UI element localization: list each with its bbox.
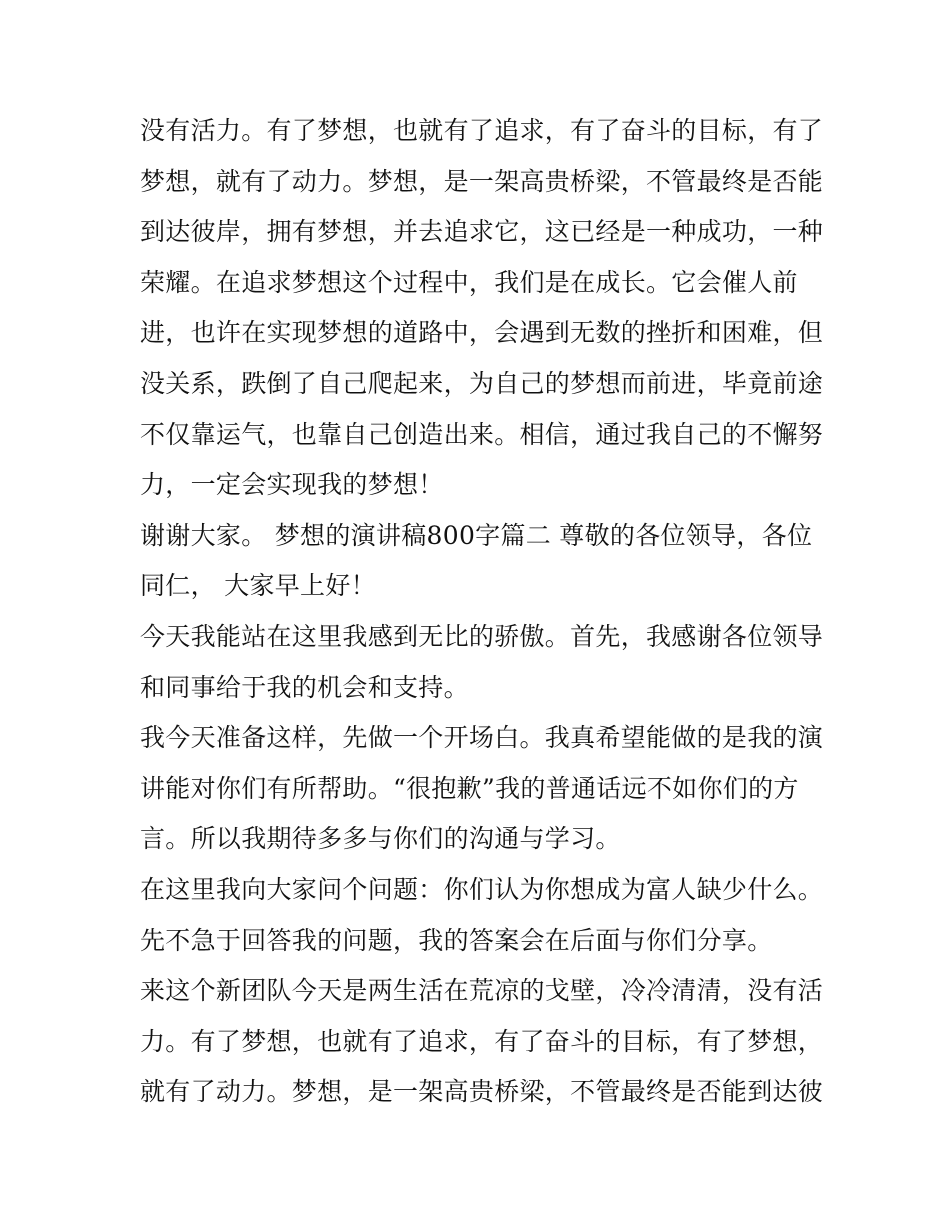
text-line-18: 来这个新团队今天是两生活在荒凉的戈壁，冷冷清清，没有活 xyxy=(140,976,824,1006)
text-line-9: 谢谢大家。 梦想的演讲稿800字篇二 尊敬的各位领导，各位 xyxy=(140,520,813,550)
text-line-7: 不仅靠运气，也靠自己创造出来。相信，通过我自己的不懈努 xyxy=(140,419,824,449)
text-line-12: 和同事给于我的机会和支持。 xyxy=(140,672,469,702)
text-line-15: 言。所以我期待多多与你们的沟通与学习。 xyxy=(140,824,621,854)
text-line-4: 荣耀。在追求梦想这个过程中，我们是在成长。它会催人前 xyxy=(140,267,798,297)
text-line-16: 在这里我向大家问个问题：你们认为你想成为富人缺少什么。 xyxy=(140,874,824,904)
text-line-11: 今天我能站在这里我感到无比的骄傲。首先，我感谢各位领导 xyxy=(140,621,824,651)
text-line-10: 同仁， 大家早上好！ xyxy=(140,571,376,601)
text-line-2: 梦想，就有了动力。梦想，是一架高贵桥梁，不管最终是否能 xyxy=(140,166,824,196)
text-line-8: 力，一定会实现我的梦想！ xyxy=(140,470,444,500)
text-line-20: 就有了动力。梦想，是一架高贵桥梁，不管最终是否能到达彼 xyxy=(140,1077,824,1107)
text-line-6: 没关系，跌倒了自己爬起来，为自己的梦想而前进，毕竟前途 xyxy=(140,368,824,398)
text-line-5: 进，也许在实现梦想的道路中，会遇到无数的挫折和困难，但 xyxy=(140,318,824,348)
text-line-1: 没有活力。有了梦想，也就有了追求，有了奋斗的目标，有了 xyxy=(140,116,824,145)
document-body xyxy=(140,106,824,1118)
text-line-17: 先不急于回答我的问题，我的答案会在后面与你们分享。 xyxy=(140,925,773,955)
text-line-14: 讲能对你们有所帮助。“很抱歉”我的普通话远不如你们的方 xyxy=(140,773,799,803)
text-line-13: 我今天准备这样，先做一个开场白。我真希望能做的是我的演 xyxy=(140,723,824,753)
text-line-3: 到达彼岸，拥有梦想，并去追求它，这已经是一种成功，一种 xyxy=(140,217,824,247)
text-line-19: 力。有了梦想，也就有了追求，有了奋斗的目标，有了梦想， xyxy=(140,1026,824,1056)
